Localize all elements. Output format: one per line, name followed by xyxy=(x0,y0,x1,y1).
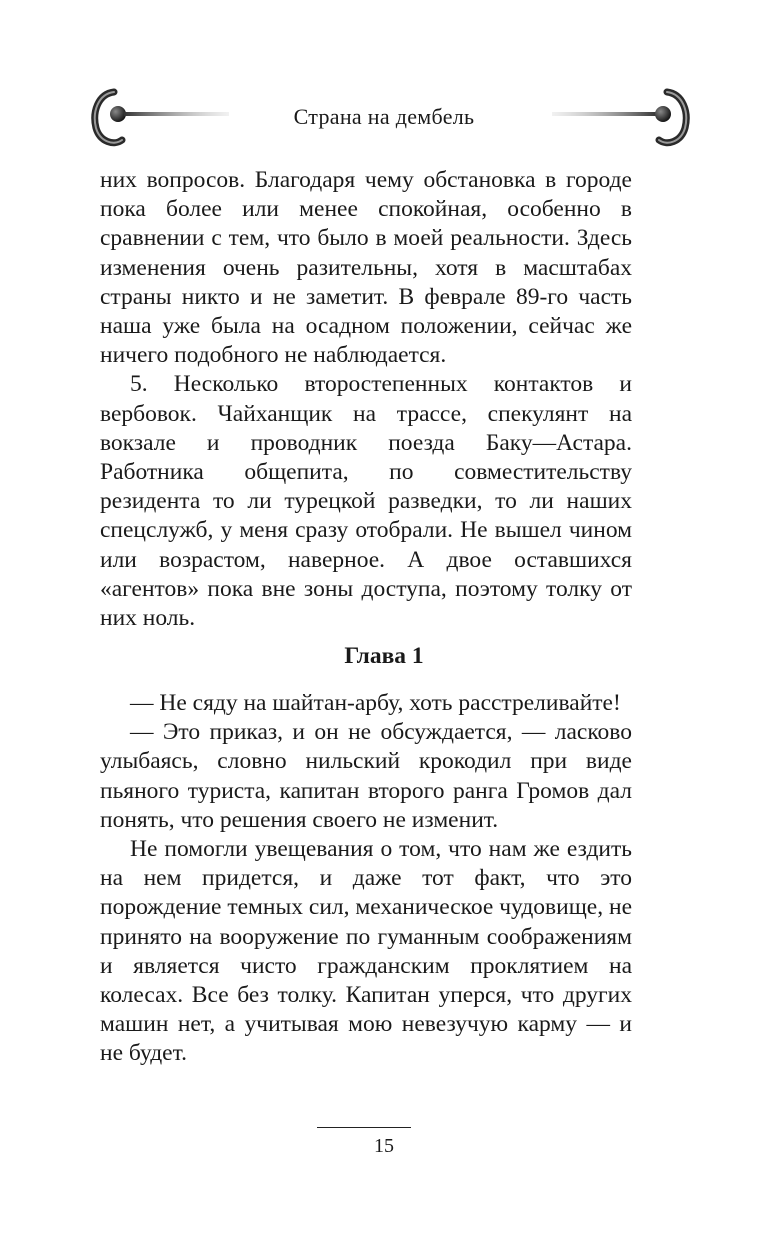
paragraph: 5. Несколько второстепенных контактов и вербовок. Чайханщик на трассе, спекулянт на вокзале и проводник поезда Баку—Астара. Работника общепита, по совместительству резидента то ли турецкой разведки, то ли наших спецслужб, у меня сразу отобрали. Не вышел чином или возрастом, наверное. А двое оставшихся «агентов» пока вне зоны доступа, поэтому толку от них ноль. xyxy=(100,371,632,632)
curl-ornament-icon xyxy=(548,84,693,154)
paragraph: них вопросов. Благодаря чему обстановка в городе пока более или менее спокойная, особенно в сравнении с тем, что было в моей реальности. Здесь изменения очень разительны, хотя в масштабах страны никто и не заметит. В феврале 89-го часть наша уже была на осадном положении, сейчас же ничего подобного не наблюдается. xyxy=(100,167,632,369)
chapter-heading: Глава 1 xyxy=(344,643,424,669)
body-text-section-1 xyxy=(100,166,632,633)
body-text-section-2 xyxy=(100,689,632,1069)
page-number: 15 xyxy=(374,1135,394,1157)
running-title: Страна на дембель xyxy=(293,104,475,129)
paragraph: Не помогли увещевания о том, что нам же ездить на нем придется, и даже тот факт, что это порождение темных сил, механическое чудовище, не принято на вооружение по гуманным соображениям и является чисто гражданским проклятием на колесах. Все без толку. Капитан уперся, что других машин нет, а учитывая мою невезучую карму — и не будет. xyxy=(100,836,632,1067)
footer-rule xyxy=(317,1127,411,1128)
paragraph: — Не сяду на шайтан-арбу, хоть расстреливайте! xyxy=(130,690,621,716)
running-header xyxy=(0,84,768,154)
paragraph: — Это приказ, и он не обсуждается, — ласково улыбаясь, словно нильский крокодил при виде пьяного туриста, капитан второго ранга Громов дал понять, что решения своего не изменит. xyxy=(100,719,632,833)
